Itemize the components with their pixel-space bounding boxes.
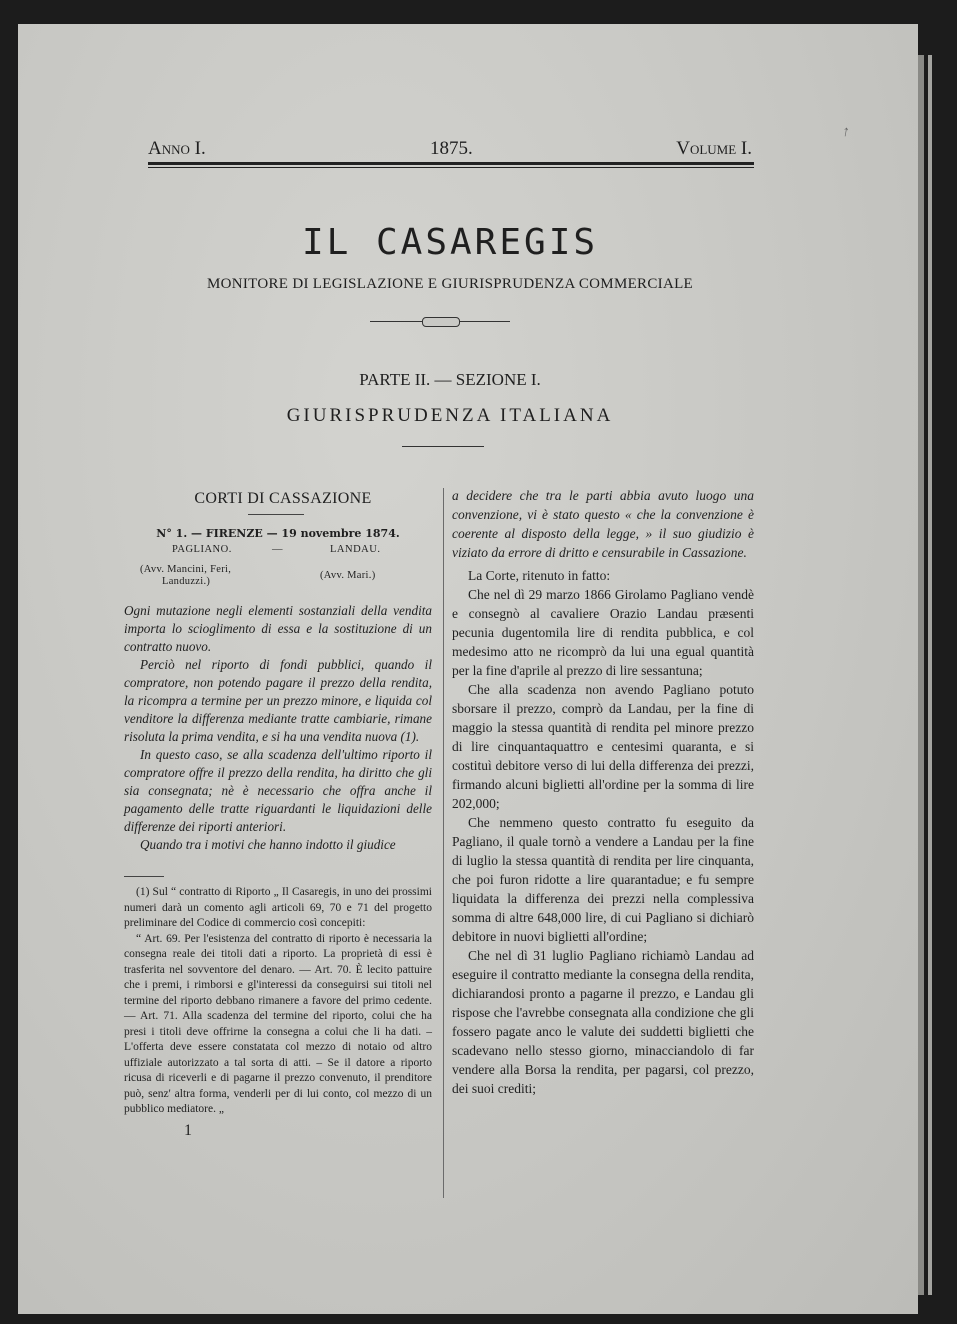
journal-title: IL CASAREGIS <box>301 222 599 263</box>
parties <box>124 544 432 560</box>
lawyers-right: (Avv. Mari.) <box>320 570 376 581</box>
header-rule <box>148 162 754 165</box>
party-separator: — <box>272 544 283 555</box>
journal-subtitle: MONITORE DI LEGISLAZIONE E GIURISPRUDENZA COMMERCIALE <box>206 276 694 292</box>
header-anno: Anno I. <box>148 138 206 159</box>
header-volume: Volume I. <box>676 138 752 159</box>
continued-maxim: a decidere che tra le parti abbia avuto luogo una convenzione, vi è stato questo « che la convenzione è coerente al disposto della legge, » il suo giudizio è viziato da errore di dritto e censurabile in Cassazione. <box>452 488 754 560</box>
running-head <box>148 138 754 160</box>
page-number: 1 <box>184 1121 192 1139</box>
lawyers-left-2: Landuzzi.) <box>162 576 211 587</box>
case-line: N° 1. — FIRENZE — 19 novembre 1874. <box>156 527 400 540</box>
lawyers <box>124 564 432 598</box>
right-column <box>452 486 754 1098</box>
footnote: (1) Sul “ contratto di Riporto „ Il Casaregis, in uno dei prossimi numeri darà un comento agli articoli 69, 70 e 71 del progetto preliminare del Codice di commercio così concepiti: <box>124 886 432 929</box>
party-right: LANDAU. <box>330 544 381 555</box>
parte-heading: PARTE II. — SEZIONE I. <box>359 370 541 389</box>
maxim: In questo caso, se alla scadenza dell'ultimo riporto il compratore offre il prezzo della rendita, ha diritto che gli sia consegnata; nè è necessario che offra anche il pagamento delle tratte riguardanti le liquidazioni delle differenze dei riporti anteriori. <box>124 747 432 834</box>
body-paragraph: La Corte, ritenuto in fatto: <box>468 568 611 583</box>
section-heading: GIURISPRUDENZA ITALIANA <box>286 405 614 426</box>
section-rule <box>402 446 484 447</box>
header-rule-thin <box>148 167 754 168</box>
court-heading: CORTI DI CASSAZIONE <box>194 490 372 507</box>
maxim: Quando tra i motivi che hanno indotto il giudice <box>140 837 396 852</box>
body-paragraph: Che nel dì 29 marzo 1866 Girolamo Pagliano vendè e consegnò al cavaliere Orazio Landau præsenti pecunia dugentomila lire di rendita pubblica, e col medesimo atto ne ricomprò da lui una egual quantità per la fine d'aprile al prezzo di lire sessantuna; <box>452 587 754 678</box>
body-paragraph: Che alla scadenza non avendo Pagliano potuto sborsare il prezzo, comprò da Landau, per la fine di maggio la stessa quantità di rendita pel minore prezzo di lire cinquantaquattro e centesimi quaranta, e si costituì debitore verso di lui della differenza dei prezzi, firmando alcuni biglietti all'ordine per la somma di lire 202,000; <box>452 682 754 811</box>
body-paragraph: Che nel dì 31 luglio Pagliano richiamò Landau ad eseguire il contratto mediante la consegna della rendita, dichiarandosi pronto a pagarne il prezzo, e Landau gli rispose che l'avrebbe consegnata alla condizione che gli fossero pagate anco le valute dei suddetti biglietti che scadevano nello stesso giorno, minacciandolo di far vendere alla Borsa la rendita, per pagarsi, col prezzo, dei suoi crediti; <box>452 948 754 1096</box>
body-paragraph: Che nemmeno questo contratto fu eseguito da Pagliano, il quale tornò a vendere a Landau per la fine di luglio la stessa quantità di rendita per lire cinquanta, che poi furon ridotte a lire quarantadue; e fu sempre liquidata la differenza dei prezzi nella complessiva somma di altre 648,000 lire, di cui Pagliano si dichiarò debitore in nuovi biglietti all'ordine; <box>452 815 754 944</box>
header-year: 1875. <box>430 138 473 159</box>
lawyers-left-1: (Avv. Mancini, Feri, <box>140 564 232 575</box>
ornament-divider <box>370 320 510 324</box>
column-divider <box>443 488 444 1198</box>
footnote-rule <box>124 876 164 877</box>
page-edge <box>918 55 924 1295</box>
court-rule <box>248 514 304 515</box>
page-edge <box>928 55 932 1295</box>
maxim: Perciò nel riporto di fondi pubblici, quando il compratore, non potendo pagare il prezzo della rendita, la ricompra a termine per un prezzo minore, e liquida col venditore la differenza mediante tratte cambiarie, rimane risoluta la prima vendita, e si ha una vendita nuova (1). <box>124 657 432 744</box>
left-column <box>124 490 432 1140</box>
party-left: PAGLIANO. <box>172 544 232 555</box>
margin-note: ↑ <box>840 123 851 141</box>
footnote: “ Art. 69. Per l'esistenza del contratto di riporto è necessaria la consegna reale dei titoli dati a riporto. La proprietà di essi è trasferita nel sovventore del denaro. — Art. 70. È lecito pattuire che i premi, i rimborsi e gl'interessi da conseguirsi sui titoli nel termine del riporto debbano rimanere a favore del primo cedente. — Art. 71. Alla scadenza del termine del riporto, colui che ha presi i titoli deve offrirne la consegna a colui che li ha dati. – L'offerta deve essere constatata col mezzo di notaio od altro uffiziale autorizzato a tal sorta di atti. – Se il datore a riporto ricusa di riceverli e di pagarne il prezzo convenuto, il prenditore può, senz' altra forma, venderli per di lui conto, col mezzo di un pubblico mediatore. „ <box>124 932 432 1115</box>
maxim: Ogni mutazione negli elementi sostanziali della vendita importa lo scioglimento di essa e la sostituzione di un contratto nuovo. <box>124 603 432 654</box>
